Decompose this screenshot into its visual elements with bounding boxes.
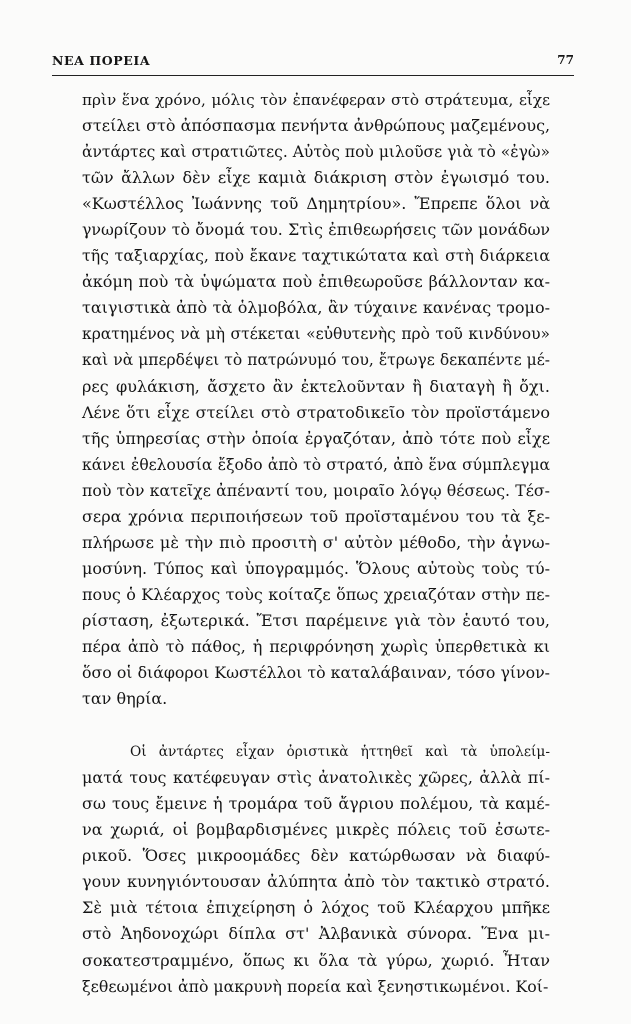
text-line: στείλει στὸ ἀπόσπασμα πενήντα ἀνθρώπους μαζεμένους, bbox=[82, 116, 551, 136]
text-line: πρὶν ἕνα χρόνο, μόλις τὸν ἐπανέφεραν στὸ στράτευμα, εἶχε bbox=[82, 91, 550, 109]
text-line: ξεθεωμένοι ἀπὸ μακρυνὴ πορεία καὶ ξενηστικωμένοι. Κοί- bbox=[82, 976, 549, 996]
text-line: Οἱ ἀντάρτες εἶχαν ὁριστικὰ ἡττηθεῖ καὶ τὰ ὑπολείμ- bbox=[130, 744, 550, 761]
text-line: σερα χρόνια περιποιήσεων τοῦ προϊσταμένου του τὰ ξε- bbox=[82, 506, 550, 526]
text-line: Σὲ μιὰ τέτοια ἐπιχείρηση ὁ λόχος τοῦ Κλέαρχου μπῆκε bbox=[82, 898, 550, 918]
page-number: 77 bbox=[557, 53, 574, 67]
text-line: πλήρωσε μὲ τὴν πιὸ προσιτὴ σ' αὐτὸν μέθοδο, τὴν ἀγνω- bbox=[82, 532, 550, 552]
text-line: καὶ νὰ μπερδέψει τὸ πατρώνυμό του, ἔτρωγε δεκαπέντε μέ- bbox=[82, 351, 550, 370]
paragraph bbox=[82, 739, 550, 999]
text-line: τῆς ταξιαρχίας, ποὺ ἔκανε ταχτικώτατα καὶ στὴ διάρκεια bbox=[82, 246, 550, 266]
text-line: τῶν ἄλλων δὲν εἶχε καμιὰ διάκριση στὸν ἐγωισμό του. bbox=[82, 168, 550, 188]
text-line: ματά τους κατέφευγαν στὶς ἀνατολικὲς χῶρες, ἀλλὰ πί- bbox=[82, 768, 550, 788]
body-text bbox=[82, 87, 550, 1000]
text-line: ἀκόμη ποὺ τὰ ὑψώματα ποὺ ἐπιθεωροῦσε βάλλονταν κα- bbox=[82, 272, 550, 292]
text-line: ταν θηρία. bbox=[82, 689, 168, 709]
header-rule bbox=[52, 75, 574, 76]
text-line: στὸ Ἀηδονοχώρι δίπλα στ' Ἀλβανικὰ σύνορα. Ἕνα μι- bbox=[82, 924, 550, 944]
text-line: να χωριά, οἱ βομβαρδισμένες μικρὲς πόλεις τοῦ ἐσωτε- bbox=[82, 820, 550, 840]
text-line: γουν κυνηγιόντουσαν ἀλύπητα ἀπὸ τὸν τακτικὸ στρατό. bbox=[82, 872, 550, 892]
text-line: ὅσο οἱ διάφοροι Κωστέλλοι τὸ καταλάβαιναν, τόσο γίνον- bbox=[82, 663, 550, 683]
text-line: κρατημένος νὰ μὴ στέκεται «εὐθυτενὴς πρὸ τοῦ κινδύνου» bbox=[82, 325, 550, 344]
text-line: ἀντάρτες καὶ στρατιῶτες. Αὐτὸς ποὺ μιλοῦσε γιὰ τὸ «ἐγὼ» bbox=[82, 143, 550, 162]
text-line: σω τους ἔμεινε ἡ τρομάρα τοῦ ἄγριου πολέμου, τὰ καμέ- bbox=[82, 794, 550, 814]
text-line: γνωρίζουν τὸ ὄνομά του. Στὶς ἐπιθεωρήσεις τῶν μονάδων bbox=[82, 220, 550, 240]
text-line: ταιγιστικὰ ἀπὸ τὰ ὁλμοβόλα, ἂν τύχαινε κανένας τρομο- bbox=[82, 298, 550, 318]
running-head: ΝΕΑ ΠΟΡΕΙΑ bbox=[52, 53, 151, 68]
text-line: ρικοῦ. Ὅσες μικροομάδες δὲν κατώρθωσαν νὰ διαφύ- bbox=[82, 846, 550, 866]
paragraph-gap bbox=[82, 712, 550, 739]
paragraph bbox=[82, 87, 550, 712]
text-line: πέρα ἀπὸ τὸ πάθος, ἡ περιφρόνηση χωρὶς ὑπερθετικὰ κι bbox=[82, 636, 550, 656]
text-line: μοσύνη. Τύπος καὶ ὑπογραμμός. Ὅλους αὐτοὺς τοὺς τύ- bbox=[82, 558, 550, 578]
text-line: «Κωστέλλος Ἰωάννης τοῦ Δημητρίου». Ἔπρεπε ὅλοι νὰ bbox=[82, 194, 550, 214]
text-line: ρίσταση, ἐξωτερικά. Ἔτσι παρέμεινε γιὰ τὸν ἑαυτό του, bbox=[82, 610, 550, 630]
page-header bbox=[52, 53, 574, 73]
text-line: σοκατεστραμμένο, ὅπως κι ὅλα τὰ γύρω, χωριό. Ἦταν bbox=[82, 950, 550, 970]
text-line: ποὺ τὸν κατεῖχε ἀπέναντί του, μοιραῖο λόγῳ θέσεως. Τέσ- bbox=[82, 480, 550, 500]
text-line: Λένε ὅτι εἶχε στείλει στὸ στρατοδικεῖο τὸν προϊστάμενο bbox=[82, 402, 550, 422]
text-line: πους ὁ Κλέαρχος τοὺς κοίταζε ὅπως χρειαζόταν στὴν πε- bbox=[82, 584, 550, 604]
text-line: τῆς ὑπηρεσίας στὴν ὁποία ἐργαζόταν, ἀπὸ τότε ποὺ εἶχε bbox=[82, 428, 550, 448]
text-line: κάνει ἐθελουσία ἔξοδο ἀπὸ τὸ στρατό, ἀπὸ ἕνα σύμπλεγμα bbox=[82, 455, 550, 474]
text-line: ρες φυλάκιση, ἄσχετο ἂν ἐκτελοῦνταν ἢ διαταγὴ ἢ ὄχι. bbox=[82, 376, 550, 396]
